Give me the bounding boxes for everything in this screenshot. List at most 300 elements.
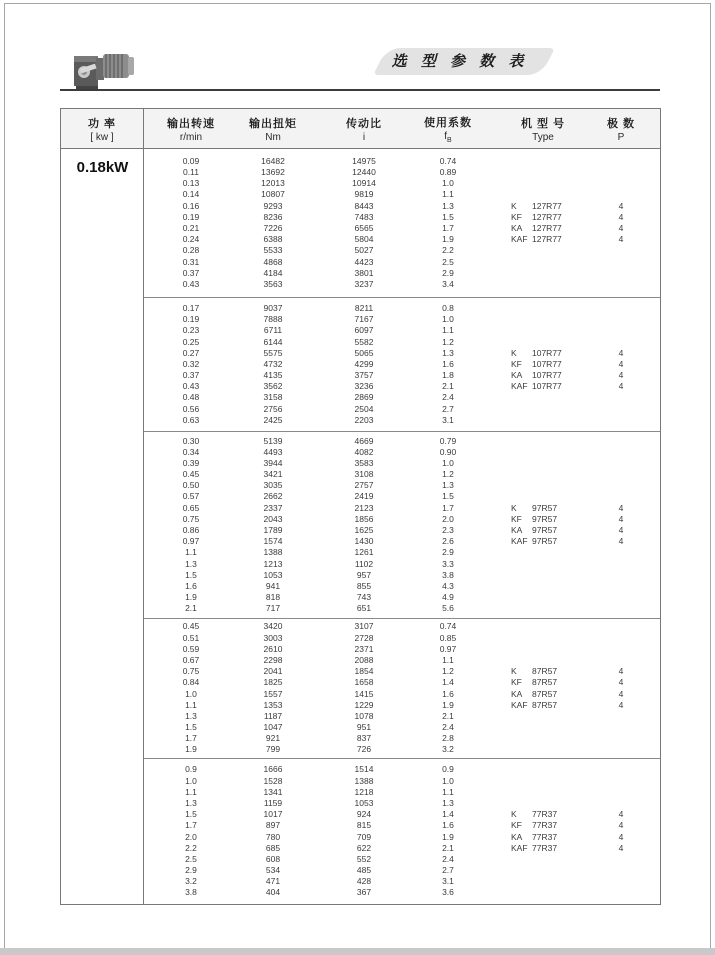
cell-fb: 0.74 (439, 155, 457, 166)
cell-torque: 12013 (261, 178, 285, 189)
cell-fb: 3.3 (442, 558, 454, 569)
cell-fb: 1.3 (442, 480, 454, 491)
cell-ratio: 1854 (354, 666, 374, 677)
cell-poles: 4 (618, 820, 624, 831)
table-body (144, 149, 660, 904)
cell-ratio: 3107 (354, 621, 374, 632)
table-row (144, 547, 660, 558)
cell-torque: 404 (265, 887, 281, 898)
cell-fb: 3.6 (442, 887, 454, 898)
cell-model: KA 97R57 (511, 525, 558, 535)
header-power-zh: 功 率 (87, 118, 117, 130)
cell-ratio: 10914 (352, 178, 376, 189)
cell-ratio: 1388 (354, 775, 374, 786)
cell-ratio: 2728 (354, 632, 374, 643)
table-row (144, 570, 660, 581)
cell-speed: 1.3 (185, 797, 197, 808)
cell-poles: 4 (618, 688, 624, 699)
cell-torque: 3158 (263, 392, 283, 403)
cell-ratio: 2123 (354, 502, 374, 513)
cell-torque: 1388 (263, 547, 283, 558)
header-type-unit: Type (532, 132, 554, 143)
cell-speed: 0.31 (182, 256, 200, 267)
table-row (144, 776, 660, 787)
cell-torque: 1557 (263, 688, 283, 699)
cell-poles: 4 (618, 536, 624, 547)
cell-speed: 1.5 (185, 722, 197, 733)
cell-model: KAF 127R77 (511, 234, 562, 245)
cell-poles: 4 (618, 513, 624, 524)
cell-speed: 0.09 (182, 155, 200, 166)
cell-torque: 4732 (263, 358, 283, 369)
cell-torque: 4868 (263, 256, 283, 267)
cell-fb: 1.0 (442, 178, 454, 189)
cell-fb: 1.9 (442, 831, 454, 842)
cell-speed: 0.14 (182, 189, 200, 200)
cell-fb: 1.2 (442, 666, 454, 677)
cell-torque: 1053 (263, 569, 283, 580)
cell-model: KA 107R77 (511, 370, 562, 381)
cell-speed: 0.34 (182, 446, 200, 457)
cell-torque: 4493 (263, 446, 283, 457)
cell-speed: 0.27 (182, 347, 200, 358)
header-service-factor (408, 109, 488, 149)
cell-torque: 2756 (263, 403, 283, 414)
header-torque-zh: 输出扭矩 (249, 118, 297, 130)
cell-fb: 0.9 (442, 764, 454, 775)
cell-fb: 1.1 (442, 654, 454, 665)
cell-ratio: 8443 (354, 200, 374, 211)
cell-torque: 1017 (263, 809, 283, 820)
cell-ratio: 837 (356, 733, 372, 744)
cell-speed: 0.65 (182, 502, 200, 513)
cell-poles: 4 (618, 200, 624, 211)
cell-torque: 685 (265, 842, 281, 853)
cell-speed: 0.39 (182, 457, 200, 468)
cell-torque: 3003 (263, 632, 283, 643)
header-type-zh: 机 型 号 (520, 118, 566, 130)
table-row (144, 666, 660, 677)
cell-ratio: 428 (356, 876, 372, 887)
cell-speed: 0.43 (182, 278, 200, 289)
cell-fb: 0.97 (439, 643, 457, 654)
cell-fb: 1.6 (442, 688, 454, 699)
cell-ratio: 4423 (354, 256, 374, 267)
table-block-4 (144, 618, 660, 758)
cell-fb: 4.9 (442, 592, 454, 603)
cell-ratio: 957 (356, 569, 372, 580)
cell-speed: 2.1 (185, 603, 197, 614)
cell-torque: 2043 (263, 513, 283, 524)
cell-poles: 4 (618, 525, 624, 535)
cell-fb: 2.9 (442, 547, 454, 558)
cell-torque: 941 (265, 580, 281, 591)
cell-torque: 16482 (261, 155, 285, 166)
cell-fb: 1.0 (442, 457, 454, 468)
header-power (61, 109, 144, 149)
cell-speed: 0.57 (182, 491, 200, 502)
cell-torque: 3562 (263, 381, 283, 392)
cell-ratio: 1430 (354, 536, 374, 547)
cell-fb: 1.0 (442, 775, 454, 786)
cell-torque: 1353 (263, 699, 283, 710)
cell-ratio: 1625 (354, 525, 374, 535)
table-row (144, 458, 660, 469)
cell-fb: 1.1 (442, 786, 454, 797)
table-row (144, 677, 660, 688)
page-bottom-band (0, 948, 715, 955)
cell-fb: 1.2 (442, 469, 454, 480)
cell-ratio: 1218 (354, 786, 374, 797)
cell-ratio: 8211 (354, 302, 374, 313)
cell-poles: 4 (618, 677, 624, 688)
cell-speed: 0.59 (182, 643, 200, 654)
cell-ratio: 2371 (354, 643, 374, 654)
header-type (493, 109, 593, 149)
cell-speed: 0.19 (182, 314, 200, 325)
cell-ratio: 12440 (352, 167, 376, 178)
cell-ratio: 5582 (354, 336, 374, 347)
cell-fb: 2.5 (442, 256, 454, 267)
cell-speed: 0.56 (182, 403, 200, 414)
cell-poles: 4 (618, 347, 624, 358)
cell-speed: 0.32 (182, 358, 200, 369)
cell-torque: 2298 (263, 654, 283, 665)
header-speed-unit: r/min (179, 132, 203, 143)
cell-ratio: 4299 (354, 358, 374, 369)
table-row (144, 480, 660, 491)
cell-ratio: 1261 (354, 547, 374, 558)
cell-torque: 3421 (263, 469, 283, 480)
table-row (144, 167, 660, 178)
cell-poles: 4 (618, 699, 624, 710)
header-service-factor-zh: 使用系数 (424, 117, 472, 129)
table-row (144, 536, 660, 547)
cell-fb: 0.74 (439, 621, 457, 632)
cell-ratio: 2088 (354, 654, 374, 665)
table-block-1 (144, 149, 660, 297)
cell-speed: 1.1 (185, 547, 197, 558)
cell-torque: 3563 (263, 278, 283, 289)
table-row (144, 876, 660, 887)
header-service-factor-unit: $f_B$ (444, 131, 452, 144)
cell-model: KAF 107R77 (511, 381, 562, 392)
table-row (144, 491, 660, 502)
cell-ratio: 5065 (354, 347, 374, 358)
cell-ratio: 1658 (354, 677, 374, 688)
header-speed (151, 109, 231, 149)
cell-speed: 1.1 (185, 699, 197, 710)
table-row (144, 223, 660, 234)
cell-ratio: 14975 (352, 155, 376, 166)
cell-ratio: 3801 (354, 267, 374, 278)
table-row (144, 603, 660, 614)
cell-ratio: 1856 (354, 513, 374, 524)
cell-fb: 1.3 (442, 797, 454, 808)
table-header (61, 109, 660, 149)
cell-fb: 2.7 (442, 865, 454, 876)
cell-torque: 13692 (261, 167, 285, 178)
table-row (144, 559, 660, 570)
cell-ratio: 9819 (354, 189, 374, 200)
cell-speed: 2.5 (185, 853, 197, 864)
cell-torque: 1341 (263, 786, 283, 797)
cell-speed: 0.75 (182, 513, 200, 524)
table-row (144, 447, 660, 458)
table-row (144, 711, 660, 722)
cell-ratio: 951 (356, 722, 372, 733)
cell-speed: 0.16 (182, 200, 200, 211)
cell-poles: 4 (618, 223, 624, 233)
table-row (144, 156, 660, 167)
cell-speed: 0.63 (182, 414, 200, 425)
cell-model: KF 107R77 (511, 358, 562, 369)
cell-torque: 818 (265, 592, 281, 603)
cell-fb: 2.4 (442, 853, 454, 864)
cell-fb: 1.6 (442, 820, 454, 831)
cell-torque: 897 (265, 820, 281, 831)
table-row (144, 700, 660, 711)
power-value: 0.18kW (76, 159, 129, 176)
table-row (144, 201, 660, 212)
cell-fb: 1.7 (442, 502, 454, 513)
cell-torque: 1574 (263, 536, 283, 547)
cell-speed: 0.24 (182, 234, 200, 245)
cell-fb: 2.3 (442, 525, 454, 535)
cell-fb: 3.2 (442, 744, 454, 755)
cell-speed: 1.1 (185, 786, 197, 797)
cell-torque: 1789 (263, 525, 283, 535)
cell-speed: 2.9 (185, 865, 197, 876)
cell-speed: 0.50 (182, 480, 200, 491)
table-block-3 (144, 431, 660, 618)
table-row (144, 655, 660, 666)
cell-fb: 1.1 (442, 189, 454, 200)
cell-poles: 4 (618, 381, 624, 392)
cell-speed: 1.9 (185, 592, 197, 603)
cell-fb: 1.0 (442, 314, 454, 325)
table-row (144, 178, 660, 189)
cell-ratio: 3757 (354, 370, 374, 381)
table-row (144, 865, 660, 876)
table-row (144, 234, 660, 245)
cell-fb: 2.9 (442, 267, 454, 278)
cell-ratio: 622 (356, 842, 372, 853)
cell-model: KF 97R57 (511, 513, 558, 524)
cell-speed: 0.11 (183, 167, 199, 178)
table-row (144, 392, 660, 403)
cell-model: KA 77R37 (511, 831, 558, 842)
header-poles-zh: 极 数 (606, 118, 636, 130)
cell-ratio: 485 (356, 865, 372, 876)
table-row (144, 370, 660, 381)
table-row (144, 644, 660, 655)
cell-ratio: 5804 (354, 234, 374, 245)
cell-torque: 608 (265, 853, 281, 864)
cell-speed: 0.86 (182, 525, 200, 535)
cell-ratio: 2757 (354, 480, 374, 491)
page-title: 选 型 参 数 表 (391, 53, 529, 70)
cell-speed: 1.7 (185, 820, 197, 831)
table-row (144, 348, 660, 359)
cell-speed: 1.0 (185, 775, 197, 786)
cell-torque: 7888 (263, 314, 283, 325)
cell-torque: 3944 (263, 457, 283, 468)
selection-table (60, 108, 661, 905)
cell-model: KF 87R57 (511, 677, 558, 688)
table-row (144, 189, 660, 200)
header-torque-unit: Nm (265, 132, 281, 143)
cell-model: KF 127R77 (511, 211, 562, 222)
cell-ratio: 5027 (354, 245, 374, 256)
cell-speed: 1.5 (185, 569, 197, 580)
cell-speed: 0.75 (182, 666, 200, 677)
table-row (144, 436, 660, 447)
cell-ratio: 1078 (354, 710, 374, 721)
cell-speed: 0.97 (182, 536, 200, 547)
table-row (144, 809, 660, 820)
cell-ratio: 6097 (354, 325, 374, 336)
header-ratio (324, 109, 404, 149)
cell-ratio: 1102 (354, 558, 374, 569)
cell-ratio: 1415 (354, 688, 374, 699)
cell-fb: 1.9 (442, 234, 454, 245)
cell-ratio: 552 (356, 853, 372, 864)
header-rule (60, 89, 660, 91)
cell-fb: 2.7 (442, 403, 454, 414)
table-row (144, 798, 660, 809)
cell-fb: 2.1 (442, 842, 454, 853)
cell-ratio: 3583 (354, 457, 374, 468)
cell-ratio: 2504 (354, 403, 374, 414)
table-row (144, 245, 660, 256)
cell-fb: 1.8 (442, 370, 454, 381)
cell-model: K 127R77 (511, 200, 562, 211)
cell-speed: 0.48 (182, 392, 200, 403)
cell-torque: 1528 (263, 775, 283, 786)
cell-poles: 4 (618, 234, 624, 245)
cell-torque: 7226 (263, 223, 283, 233)
table-row (144, 581, 660, 592)
table-row (144, 303, 660, 314)
cell-speed: 1.9 (185, 744, 197, 755)
cell-torque: 9037 (263, 302, 283, 313)
cell-poles: 4 (618, 831, 624, 842)
cell-torque: 1047 (263, 722, 283, 733)
cell-torque: 6144 (263, 336, 283, 347)
cell-fb: 2.6 (442, 536, 454, 547)
header-ratio-zh: 传动比 (346, 118, 382, 130)
table-row (144, 689, 660, 700)
cell-fb: 1.7 (442, 223, 454, 233)
cell-speed: 0.28 (182, 245, 200, 256)
cell-ratio: 6565 (354, 223, 374, 233)
header-poles-unit: P (617, 132, 625, 143)
cell-ratio: 7167 (354, 314, 374, 325)
cell-speed: 1.5 (185, 809, 197, 820)
header-ratio-unit: i (362, 132, 366, 143)
cell-ratio: 7483 (354, 211, 374, 222)
cell-fb: 5.6 (442, 603, 454, 614)
cell-fb: 1.4 (442, 809, 454, 820)
cell-torque: 2337 (263, 502, 283, 513)
cell-speed: 1.0 (185, 688, 197, 699)
cell-fb: 0.79 (439, 435, 457, 446)
cell-ratio: 3236 (354, 381, 374, 392)
table-row (144, 722, 660, 733)
cell-torque: 6388 (263, 234, 283, 245)
cell-model: K 87R57 (511, 666, 558, 677)
cell-torque: 10807 (261, 189, 285, 200)
table-row (144, 854, 660, 865)
table-row (144, 415, 660, 426)
cell-fb: 2.0 (442, 513, 454, 524)
table-row (144, 525, 660, 536)
cell-ratio: 651 (356, 603, 372, 614)
cell-fb: 0.90 (439, 446, 457, 457)
cell-ratio: 1053 (354, 797, 374, 808)
cell-poles: 4 (618, 666, 624, 677)
table-row (144, 592, 660, 603)
cell-fb: 1.9 (442, 699, 454, 710)
cell-speed: 1.3 (185, 558, 197, 569)
cell-torque: 5533 (263, 245, 283, 256)
cell-speed: 0.9 (185, 764, 197, 775)
table-block-2 (144, 297, 660, 431)
cell-torque: 1666 (263, 764, 283, 775)
cell-torque: 2425 (263, 414, 283, 425)
cell-fb: 3.8 (442, 569, 454, 580)
cell-poles: 4 (618, 502, 624, 513)
cell-fb: 2.1 (442, 381, 454, 392)
cell-fb: 4.3 (442, 580, 454, 591)
cell-model: K 97R57 (511, 502, 558, 513)
cell-speed: 1.7 (185, 733, 197, 744)
cell-fb: 1.5 (442, 211, 454, 222)
table-row (144, 381, 660, 392)
cell-ratio: 726 (356, 744, 372, 755)
table-row (144, 503, 660, 514)
cell-model: KAF 87R57 (511, 699, 558, 710)
cell-model: KAF 97R57 (511, 536, 558, 547)
cell-torque: 1213 (263, 558, 283, 569)
cell-ratio: 3108 (354, 469, 374, 480)
cell-fb: 1.3 (442, 347, 454, 358)
cell-torque: 1159 (263, 797, 283, 808)
cell-speed: 0.19 (182, 211, 200, 222)
table-row (144, 764, 660, 775)
cell-ratio: 855 (356, 580, 372, 591)
table-row (144, 359, 660, 370)
cell-fb: 0.85 (439, 632, 457, 643)
cell-fb: 1.1 (442, 325, 454, 336)
cell-fb: 3.1 (442, 414, 454, 425)
table-row (144, 733, 660, 744)
cell-poles: 4 (618, 809, 624, 820)
header-poles (581, 109, 661, 149)
cell-ratio: 2203 (354, 414, 374, 425)
cell-speed: 3.8 (185, 887, 197, 898)
cell-fb: 1.3 (442, 200, 454, 211)
table-row (144, 404, 660, 415)
header-speed-zh: 输出转速 (167, 118, 215, 130)
cell-speed: 0.25 (182, 336, 200, 347)
cell-speed: 1.3 (185, 710, 197, 721)
cell-speed: 0.17 (182, 302, 200, 313)
table-row (144, 820, 660, 831)
cell-speed: 0.37 (182, 370, 200, 381)
cell-torque: 6711 (263, 325, 283, 336)
